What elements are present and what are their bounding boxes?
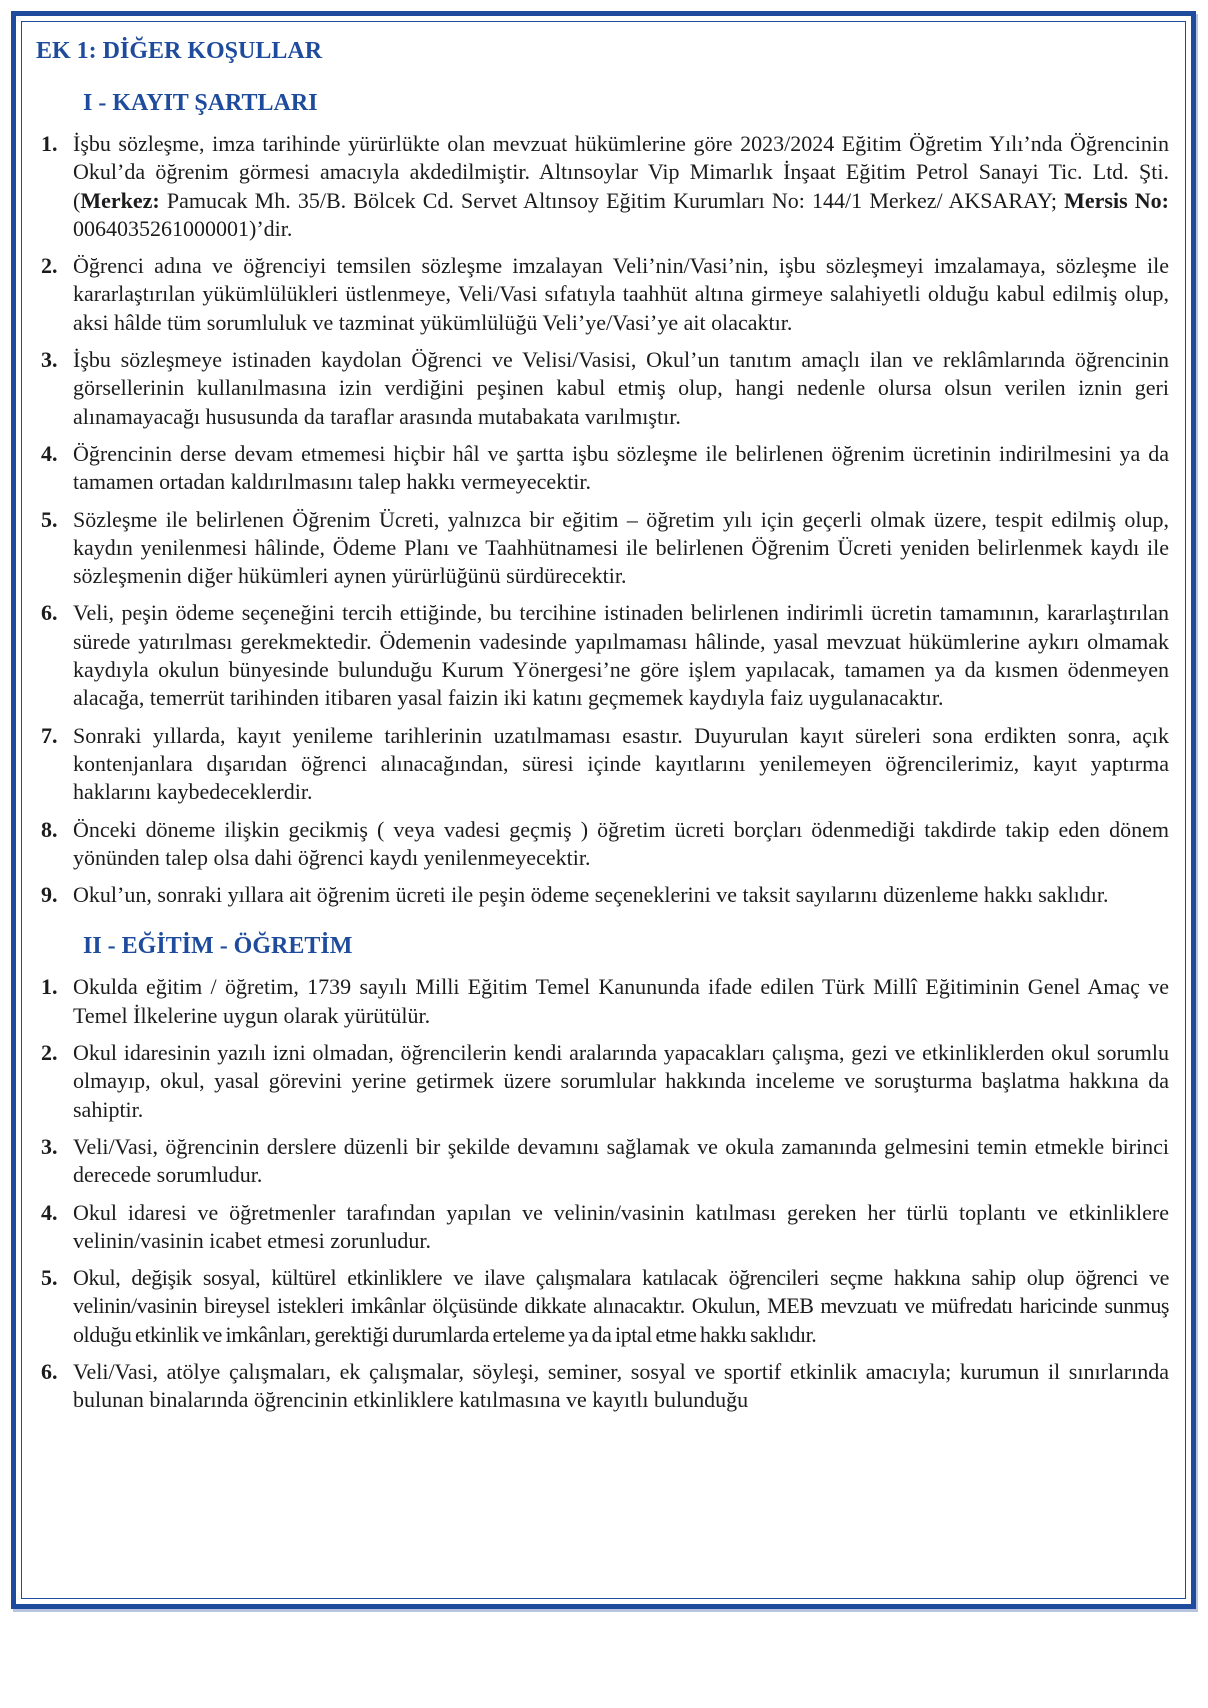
item-text-segment: 0064035261000001)’dir. (73, 215, 293, 241)
list-item (36, 722, 1169, 807)
section-1-heading: I - KAYIT ŞARTLARI (83, 90, 318, 116)
item-text: Okul’un, sonraki yıllara ait öğrenim ücreti ile peşin ödeme seçeneklerini ve taksit sayılarını düzenleme hakkı saklıdır. (73, 882, 1109, 908)
list-item (36, 1264, 1169, 1349)
item-number: 4. (41, 440, 58, 466)
list-item (36, 130, 1169, 243)
item-number: 3. (41, 347, 58, 373)
item-number: 7. (41, 722, 58, 748)
item-text: Sözleşme ile belirlenen Öğrenim Ücreti, yalnızca bir eğitim – öğretim yılı için geçerli olmak üzere, tespit edilmiş olup, kaydın yenilenmesi hâlinde, Ödeme Planı ve Taahhütnamesi ile belirlenen Öğrenim Ücreti yeniden belirlenmek kaydı ile sözleşmenin diğer hükümleri aynen yürürlüğünü sürdürecektir. (73, 506, 1169, 589)
list-item (36, 973, 1169, 1030)
item-number: 1. (41, 131, 58, 156)
item-number: 9. (41, 882, 58, 908)
item-text: Okul idaresinin yazılı izni olmadan, öğrencilerin kendi aralarında yapacakları çalışma, gezi ve etkinliklerden okul sorumlu olmayıp, okul, yasal görevini yerine getirmek üzere sorumlular hakkında inceleme ve soruşturma başlatma hakkına da sahiptir. (73, 1040, 1169, 1122)
item-number: 1. (41, 974, 58, 1000)
section-2-list (36, 973, 1169, 1414)
list-item (36, 816, 1169, 873)
item-text: Önceki döneme ilişkin gecikmiş ( veya vadesi geçmiş ) öğretim ücreti borçları ödenmediği takdirde takip eden dönem yönünden talep olsa dahi öğrenci kaydı yenilenmeyecektir. (73, 816, 1169, 870)
item-text: Öğrenci adına ve öğrenciyi temsilen sözleşme imzalayan Veli’nin/Vasi’nin, işbu sözleşmeyi imzalamaya, sözleşme ile kararlaştırılan yükümlülükleri üstlenmeye, Veli/Vasi sıfatıyla taahhüt altına girmeye salahiyetli olduğu kabul edilmiş olup, aksi hâlde tüm sorumluluk ve tazminat yükümlülüğü Veli’ye/Vasi’ye ait olacaktır. (73, 253, 1169, 335)
item-text: Okul idaresi ve öğretmenler tarafından yapılan ve velinin/vasinin katılması gereken her türlü toplantı ve etkinliklere velinin/vasinin icabet etmesi zorunludur. (73, 1199, 1169, 1253)
item-text-segment-bold: Mersis No: (1064, 187, 1169, 213)
page-frame-inner (21, 21, 1186, 1599)
item-text: Veli/Vasi, öğrencinin derslere düzenli bir şekilde devamını sağlamak ve okula zamanında gelmesini temin etmekle birinci derecede sorumludur. (73, 1133, 1169, 1188)
item-text-segment: İşbu sözleşme, imza tarihinde yürürlükte olan mevzuat hükümlerine göre 2023/2024 Eğitim Öğretim Yılı’nda Öğrencinin Okul’da öğrenim görmesi amacıyla akdedilmiştir. Altınsoylar Vip Mimarlık İnşaat Eğitim Petrol Sanayi Tic. Ltd. Şti. ( (73, 131, 1169, 213)
item-number: 5. (41, 1265, 58, 1291)
item-text (73, 130, 1169, 243)
list-item (36, 1199, 1169, 1256)
page-frame (11, 11, 1196, 1609)
document-title: EK 1: DİĞER KOŞULLAR (36, 38, 323, 64)
item-number: 6. (41, 1358, 58, 1384)
list-item (36, 252, 1169, 337)
item-text: Veli, peşin ödeme seçeneğini tercih ettiğinde, bu tercihine istinaden belirlenen indirimli ücretin tamamının, kararlaştırılan sürede yatırılması gerekmektedir. Ödemenin vadesinde yapılmaması hâlinde, yasal mevzuat hükümlerine aykırı olmamak kaydıyla okulun bünyesinde bulunduğu Kurum Yönergesi’ne göre işlem yapılacak, tamamen ya da kısmen ödenmeyen alacağa, temerrüt tarihinden itibaren yasal faizin iki katını geçmemek kaydıyla faiz uygulanacaktır. (73, 600, 1169, 711)
list-item (36, 506, 1169, 591)
item-number: 8. (41, 816, 58, 842)
list-item (36, 1358, 1169, 1415)
section-1-list (36, 130, 1169, 909)
item-number: 2. (41, 253, 58, 279)
item-text: Okulda eğitim / öğretim, 1739 sayılı Milli Eğitim Temel Kanununda ifade edilen Türk Millî Eğitiminin Genel Amaç ve Temel İlkelerine uygun olarak yürütülür. (73, 974, 1169, 1028)
list-item (36, 440, 1169, 497)
item-text-segment: Pamucak Mh. 35/B. Bölcek Cd. Servet Altınsoy Eğitim Kurumları No: 144/1 Merkez/ AKSARAY; (159, 187, 1065, 213)
item-text-segment-bold: Merkez: (80, 187, 160, 213)
item-number: 4. (41, 1199, 58, 1225)
item-text: İşbu sözleşmeye istinaden kaydolan Öğrenci ve Velisi/Vasisi, Okul’un tanıtım amaçlı ilan ve reklâmlarında öğrencinin görsellerinin kullanılmasına izin verdiğini peşinen kabul etmiş olup, hangi nedenle olursa olsun verilen iznin geri alınamayacağı hususunda da taraflar arasında mutabakata varılmıştır. (73, 347, 1169, 429)
item-number: 6. (41, 600, 58, 626)
item-number: 2. (41, 1040, 58, 1066)
list-item (36, 1039, 1169, 1124)
item-number: 3. (41, 1133, 58, 1159)
section-2-heading: II - EĞİTİM - ÖĞRETİM (83, 933, 353, 960)
item-text: Veli/Vasi, atölye çalışmaları, ek çalışmalar, söyleşi, seminer, sosyal ve sportif etkinlik amacıyla; kurumun il sınırlarında bulunan binalarında öğrencinin etkinliklere katılmasına ve kayıtlı bulunduğu (73, 1358, 1169, 1413)
list-item (36, 599, 1169, 712)
item-text: Öğrencinin derse devam etmemesi hiçbir hâl ve şartta işbu sözleşme ile belirlenen öğrenim ücretinin indirilmesini ya da tamamen ortadan kaldırılmasını talep hakkı vermeyecektir. (73, 440, 1169, 495)
item-text: Sonraki yıllarda, kayıt yenileme tarihlerinin uzatılmaması esastır. Duyurulan kayıt süreleri sona erdikten sonra, açık kontenjanlara dışarıdan öğrenci alınacağından, süresi içinde kayıtlarını yenilemeyen öğrencilerimiz, kayıt yaptırma haklarını kaybedeceklerdir. (73, 722, 1169, 805)
list-item (36, 1133, 1169, 1190)
item-text: Okul, değişik sosyal, kültürel etkinliklere ve ilave çalışmalara katılacak öğrencileri seçme hakkına sahip olup öğrenci ve velinin/vasinin bireysel istekleri imkânlar ölçüsünde dikkate alınacaktır. Okulun, MEB mevzuatı ve müfredatı haricinde sunmuş olduğu etkinlik ve imkânları, gerektiği durumlarda erteleme ya da iptal etme hakkı saklıdır. (73, 1265, 1169, 1347)
list-item (36, 346, 1169, 431)
item-number: 5. (41, 506, 58, 532)
list-item (36, 881, 1169, 909)
